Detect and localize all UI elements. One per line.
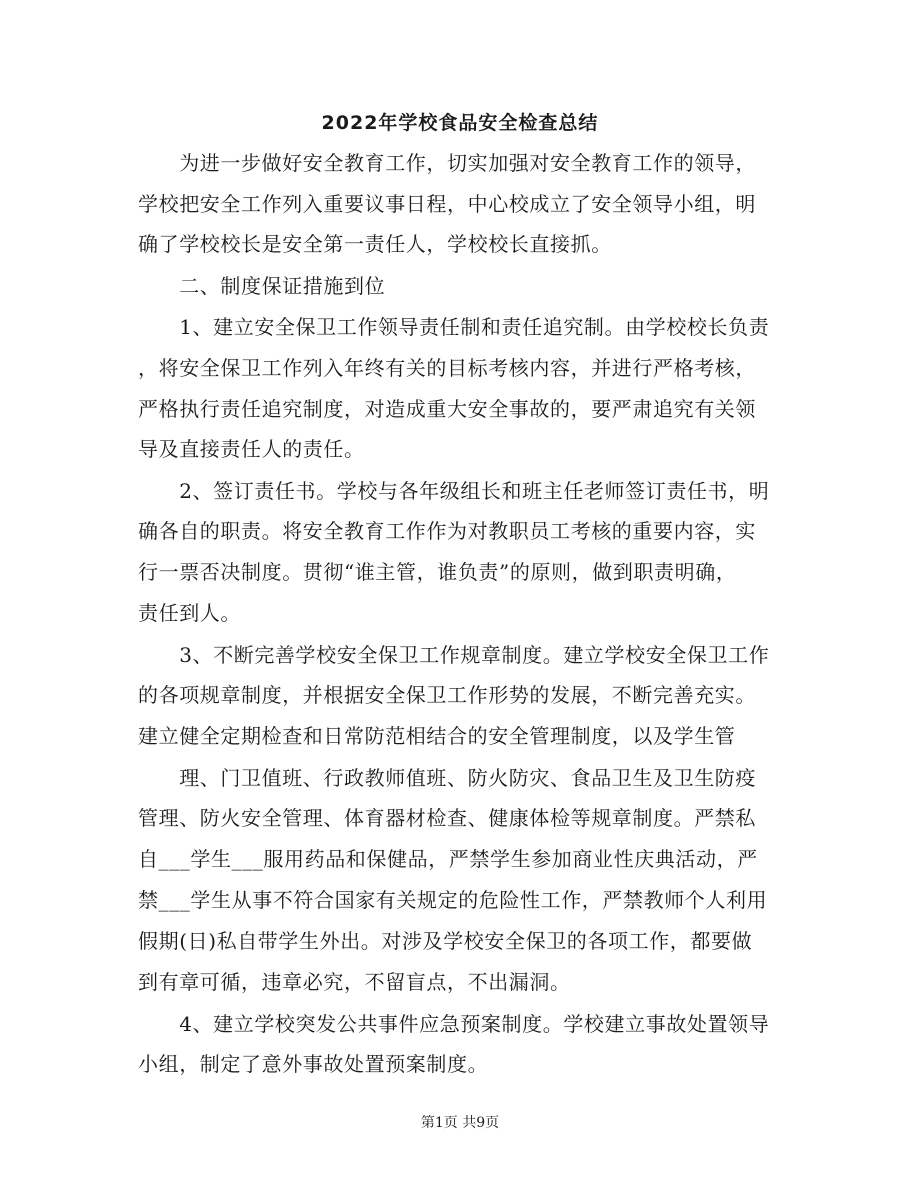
paragraph-line: 到有章可循，违章必究，不留盲点，不出漏洞。 (138, 970, 571, 994)
paragraph-line: 1、建立安全保卫工作领导责任制和责任追究制。由学校校长负责 (138, 315, 770, 339)
paragraph-line: 确了学校校长是安全第一责任人，学校校长直接抓。 (138, 232, 612, 256)
paragraph-line: 建立健全定期检查和日常防范相结合的安全管理制度，以及学生管 (138, 724, 736, 748)
paragraph-line: 管理、防火安全管理、体育器材检查、健康体检等规章制度。严禁私 (138, 806, 756, 830)
paragraph-line: 行一票否决制度。贯彻“谁主管，谁负责”的原则，做到职责明确， (138, 560, 737, 584)
paragraph-line: 严格执行责任追究制度，对造成重大安全事故的，要严肃追究有关领 (138, 397, 756, 421)
section-heading: 二、制度保证措施到位 (138, 274, 386, 298)
paragraph-line: 假期(日)私自带学生外出。对涉及学校安全保卫的各项工作，都要做 (138, 929, 753, 953)
paragraph-line: 责任到人。 (138, 601, 241, 625)
paragraph-line: 确各自的职责。将安全教育工作作为对教职员工考核的重要内容，实 (138, 519, 756, 543)
paragraph-line: 4、建立学校突发公共事件应急预案制度。学校建立事故处置领导 (138, 1012, 770, 1036)
paragraph-line: 小组，制定了意外事故处置预案制度。 (138, 1052, 489, 1076)
paragraph-line: 的各项规章制度，并根据安全保卫工作形势的发展，不断完善充实。 (138, 683, 756, 707)
paragraph-line: 为进一步做好安全教育工作，切实加强对安全教育工作的领导， (138, 151, 756, 175)
paragraph-line: 自___学生___服用药品和保健品，严禁学生参加商业性庆典活动，严 (138, 847, 758, 871)
paragraph-line: 2、签订责任书。学校与各年级组长和班主任老师签订责任书，明 (138, 479, 770, 503)
document-title: 2022年学校食品安全检查总结 (321, 112, 599, 134)
paragraph-line: 理、门卫值班、行政教师值班、防火防灾、食品卫生及卫生防疫 (138, 766, 756, 790)
paragraph-line: ，将安全保卫工作列入年终有关的目标考核内容，并进行严格考核， (138, 356, 756, 380)
paragraph-line: 禁___学生从事不符合国家有关规定的危险性工作，严禁教师个人利用 (138, 888, 768, 912)
paragraph-line: 3、不断完善学校安全保卫工作规章制度。建立学校安全保卫工作 (138, 643, 770, 667)
paragraph-line: 导及直接责任人的责任。 (138, 437, 365, 461)
paragraph-line: 学校把安全工作列入重要议事日程，中心校成立了安全领导小组，明 (138, 192, 756, 216)
page-number: 第1页 共9页 (420, 1115, 500, 1131)
